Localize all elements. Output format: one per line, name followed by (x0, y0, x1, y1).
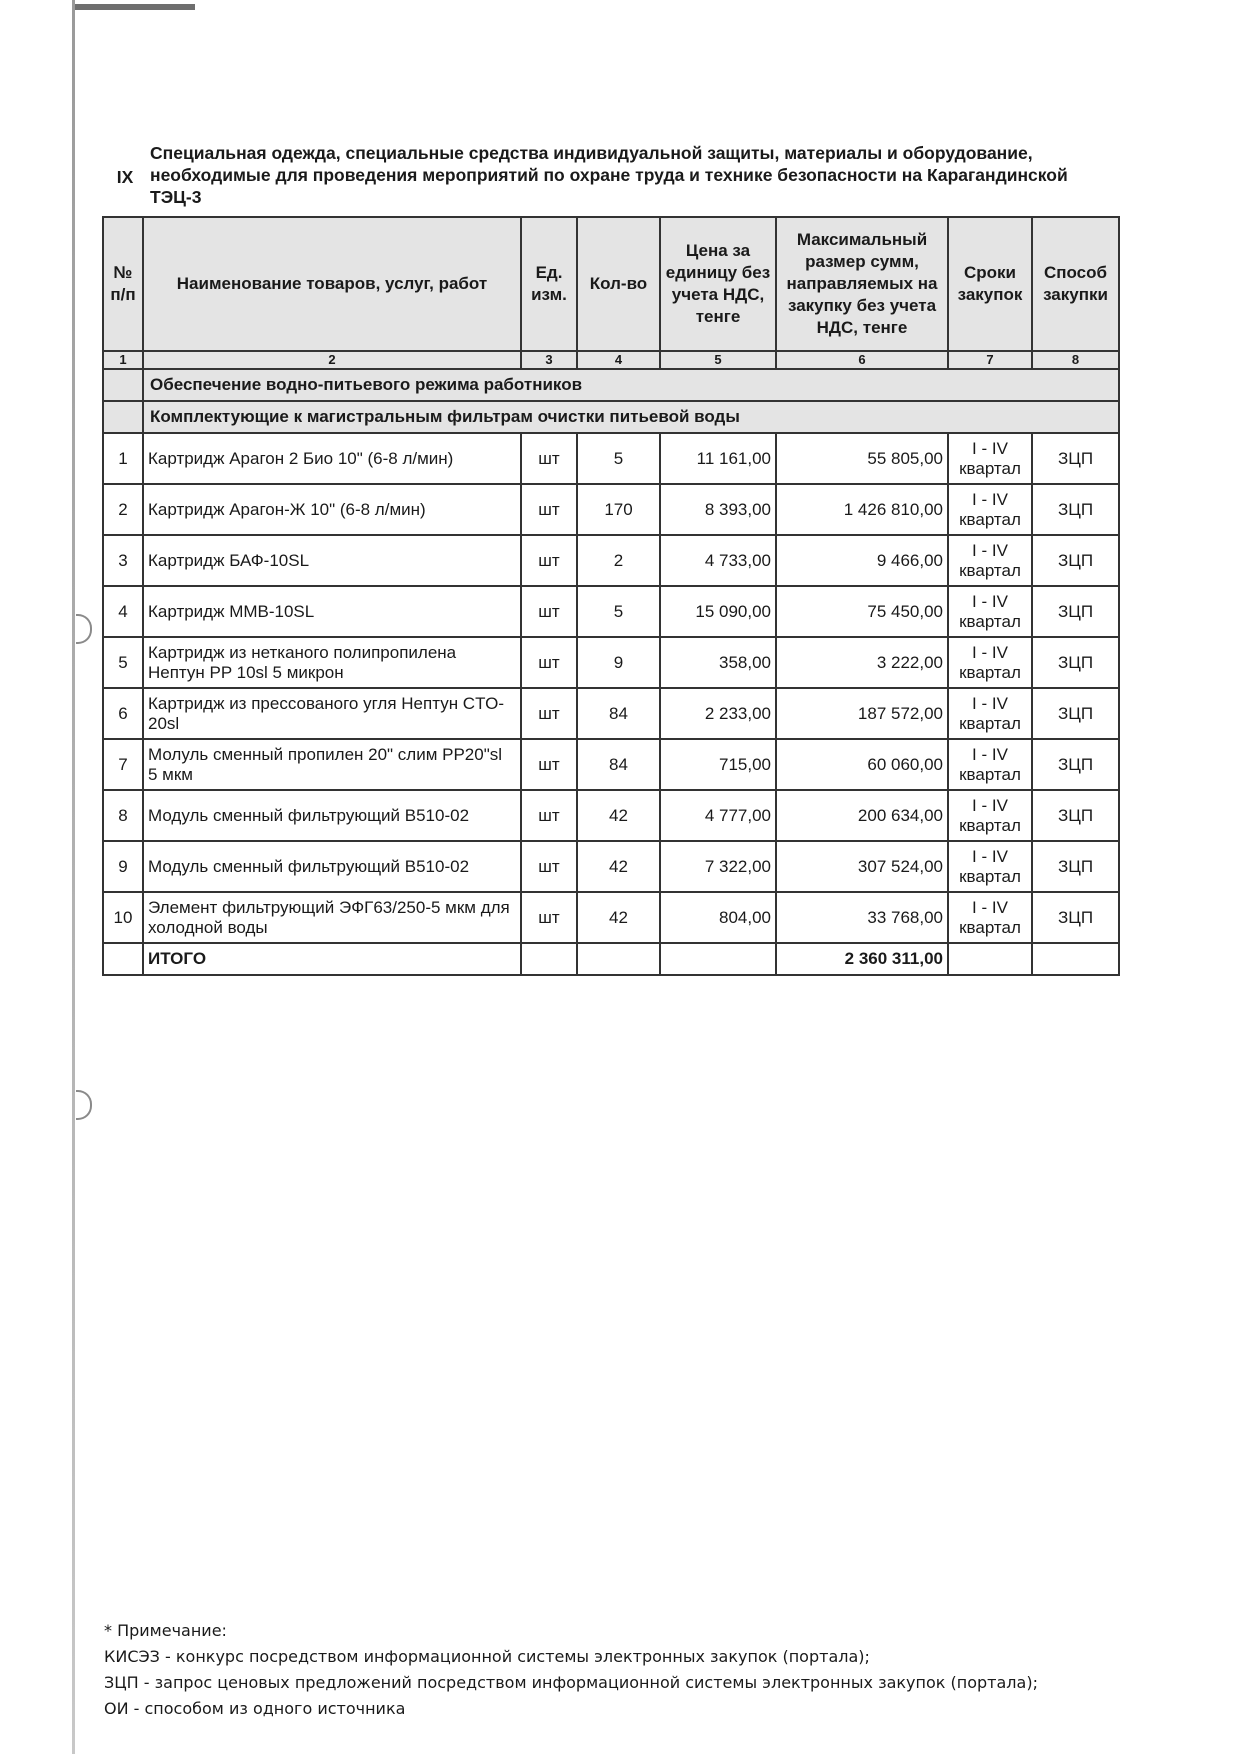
item-sum: 33 768,00 (776, 892, 948, 943)
header-name: Наименование товаров, услуг, работ (143, 217, 521, 351)
section-number: IX (116, 167, 134, 187)
item-method: ЗЦП (1032, 790, 1119, 841)
item-unit-price: 804,00 (660, 892, 776, 943)
punch-hole-lower (76, 1090, 92, 1120)
item-name: Молуль сменный пропилен 20" слим PP20"sl 5 мкм (143, 739, 521, 790)
item-unit: шт (521, 484, 577, 535)
subgroup-row (103, 401, 1119, 433)
item-method: ЗЦП (1032, 535, 1119, 586)
column-number: 7 (948, 351, 1032, 369)
item-quantity: 42 (577, 790, 660, 841)
row-number: 9 (103, 841, 143, 892)
item-quantity: 84 (577, 739, 660, 790)
table-header-row (103, 217, 1119, 351)
item-name: Картридж Арагон 2 Био 10" (6-8 л/мин) (143, 433, 521, 484)
item-quantity: 2 (577, 535, 660, 586)
item-quantity: 42 (577, 841, 660, 892)
item-terms: I - IV квартал (948, 433, 1032, 484)
procurement-table (102, 216, 1120, 976)
item-quantity: 5 (577, 433, 660, 484)
total-row (103, 943, 1119, 975)
footnote (104, 1618, 1114, 1722)
header-quantity: Кол-во (577, 217, 660, 351)
row-number: 2 (103, 484, 143, 535)
section-heading (100, 142, 1116, 208)
column-number: 5 (660, 351, 776, 369)
row-number: 1 (103, 433, 143, 484)
item-terms: I - IV квартал (948, 484, 1032, 535)
table-row (103, 892, 1119, 943)
table-row (103, 484, 1119, 535)
item-sum: 307 524,00 (776, 841, 948, 892)
item-unit: шт (521, 790, 577, 841)
item-method: ЗЦП (1032, 637, 1119, 688)
footnote-line: ЗЦП - запрос ценовых предложений посредством информационной системы электронных закупок (портала); (104, 1673, 1038, 1692)
column-numbers-row (103, 351, 1119, 369)
total-empty (1032, 943, 1119, 975)
group-spacer (103, 369, 143, 401)
subgroup-spacer (103, 401, 143, 433)
item-sum: 60 060,00 (776, 739, 948, 790)
item-unit-price: 715,00 (660, 739, 776, 790)
item-unit: шт (521, 535, 577, 586)
item-sum: 55 805,00 (776, 433, 948, 484)
table-row (103, 790, 1119, 841)
item-quantity: 9 (577, 637, 660, 688)
total-empty (521, 943, 577, 975)
table-row (103, 433, 1119, 484)
item-unit: шт (521, 739, 577, 790)
row-number: 7 (103, 739, 143, 790)
item-sum: 9 466,00 (776, 535, 948, 586)
scan-top-edge (75, 4, 195, 10)
header-unit: Ед. изм. (521, 217, 577, 351)
column-number: 2 (143, 351, 521, 369)
item-unit: шт (521, 637, 577, 688)
item-unit-price: 7 322,00 (660, 841, 776, 892)
item-method: ЗЦП (1032, 892, 1119, 943)
punch-hole-upper (76, 614, 92, 644)
row-number: 8 (103, 790, 143, 841)
item-unit-price: 15 090,00 (660, 586, 776, 637)
item-terms: I - IV квартал (948, 586, 1032, 637)
item-terms: I - IV квартал (948, 637, 1032, 688)
column-number: 4 (577, 351, 660, 369)
row-number: 6 (103, 688, 143, 739)
item-sum: 3 222,00 (776, 637, 948, 688)
column-number: 6 (776, 351, 948, 369)
table-row (103, 841, 1119, 892)
column-number: 8 (1032, 351, 1119, 369)
item-name: Картридж Арагон-Ж 10" (6-8 л/мин) (143, 484, 521, 535)
total-label: ИТОГО (143, 943, 521, 975)
item-sum: 187 572,00 (776, 688, 948, 739)
item-method: ЗЦП (1032, 433, 1119, 484)
item-sum: 1 426 810,00 (776, 484, 948, 535)
header-method: Способ закупки (1032, 217, 1119, 351)
item-sum: 200 634,00 (776, 790, 948, 841)
item-unit-price: 4 777,00 (660, 790, 776, 841)
total-empty (948, 943, 1032, 975)
item-unit: шт (521, 688, 577, 739)
section-title: Специальная одежда, специальные средства индивидуальной защиты, материалы и оборудование, необходимые для проведения мероприятий по охране труда и технике безопасности на Карагандинской ТЭЦ-3 (150, 143, 1068, 207)
item-method: ЗЦП (1032, 841, 1119, 892)
total-empty (577, 943, 660, 975)
item-name: Картридж ММВ-10SL (143, 586, 521, 637)
item-name: Модуль сменный фильтрующий В510-02 (143, 841, 521, 892)
group-title: Обеспечение водно-питьевого режима работников (143, 369, 1119, 401)
row-number: 3 (103, 535, 143, 586)
item-unit-price: 11 161,00 (660, 433, 776, 484)
item-quantity: 42 (577, 892, 660, 943)
row-number: 10 (103, 892, 143, 943)
subgroup-title: Комплектующие к магистральным фильтрам очистки питьевой воды (143, 401, 1119, 433)
header-terms: Сроки закупок (948, 217, 1032, 351)
item-unit-price: 8 393,00 (660, 484, 776, 535)
item-method: ЗЦП (1032, 739, 1119, 790)
footnote-title: * Примечание: (104, 1621, 227, 1640)
item-terms: I - IV квартал (948, 739, 1032, 790)
item-unit-price: 4 733,00 (660, 535, 776, 586)
item-quantity: 170 (577, 484, 660, 535)
row-number: 5 (103, 637, 143, 688)
item-unit: шт (521, 586, 577, 637)
item-unit-price: 358,00 (660, 637, 776, 688)
column-number: 1 (103, 351, 143, 369)
total-empty (660, 943, 776, 975)
footnote-line: ОИ - способом из одного источника (104, 1699, 406, 1718)
table-row (103, 688, 1119, 739)
column-number: 3 (521, 351, 577, 369)
item-terms: I - IV квартал (948, 892, 1032, 943)
total-sum: 2 360 311,00 (776, 943, 948, 975)
footnote-line: КИСЭЗ - конкурс посредством информационной системы электронных закупок (портала); (104, 1647, 870, 1666)
item-unit: шт (521, 433, 577, 484)
item-sum: 75 450,00 (776, 586, 948, 637)
item-quantity: 84 (577, 688, 660, 739)
item-terms: I - IV квартал (948, 790, 1032, 841)
item-method: ЗЦП (1032, 688, 1119, 739)
item-name: Картридж БАФ-10SL (143, 535, 521, 586)
total-spacer (103, 943, 143, 975)
group-row (103, 369, 1119, 401)
item-method: ЗЦП (1032, 484, 1119, 535)
item-name: Картридж из нетканого полипропилена Нептун PP 10sl 5 микрон (143, 637, 521, 688)
row-number: 4 (103, 586, 143, 637)
item-unit: шт (521, 841, 577, 892)
header-number: № п/п (103, 217, 143, 351)
scan-left-edge (72, 0, 75, 1754)
table-row (103, 637, 1119, 688)
item-name: Модуль сменный фильтрующий В510-02 (143, 790, 521, 841)
item-name: Элемент фильтрующий ЭФГ63/250-5 мкм для холодной воды (143, 892, 521, 943)
item-quantity: 5 (577, 586, 660, 637)
item-unit-price: 2 233,00 (660, 688, 776, 739)
item-name: Картридж из прессованого угля Нептун CTO-20sl (143, 688, 521, 739)
item-terms: I - IV квартал (948, 688, 1032, 739)
item-terms: I - IV квартал (948, 841, 1032, 892)
header-unit-price: Цена за единицу без учета НДС, тенге (660, 217, 776, 351)
item-unit: шт (521, 892, 577, 943)
table-row (103, 586, 1119, 637)
table-row (103, 535, 1119, 586)
item-method: ЗЦП (1032, 586, 1119, 637)
table-row (103, 739, 1119, 790)
header-max-sum: Максимальный размер сумм, направляемых на закупку без учета НДС, тенге (776, 217, 948, 351)
item-terms: I - IV квартал (948, 535, 1032, 586)
